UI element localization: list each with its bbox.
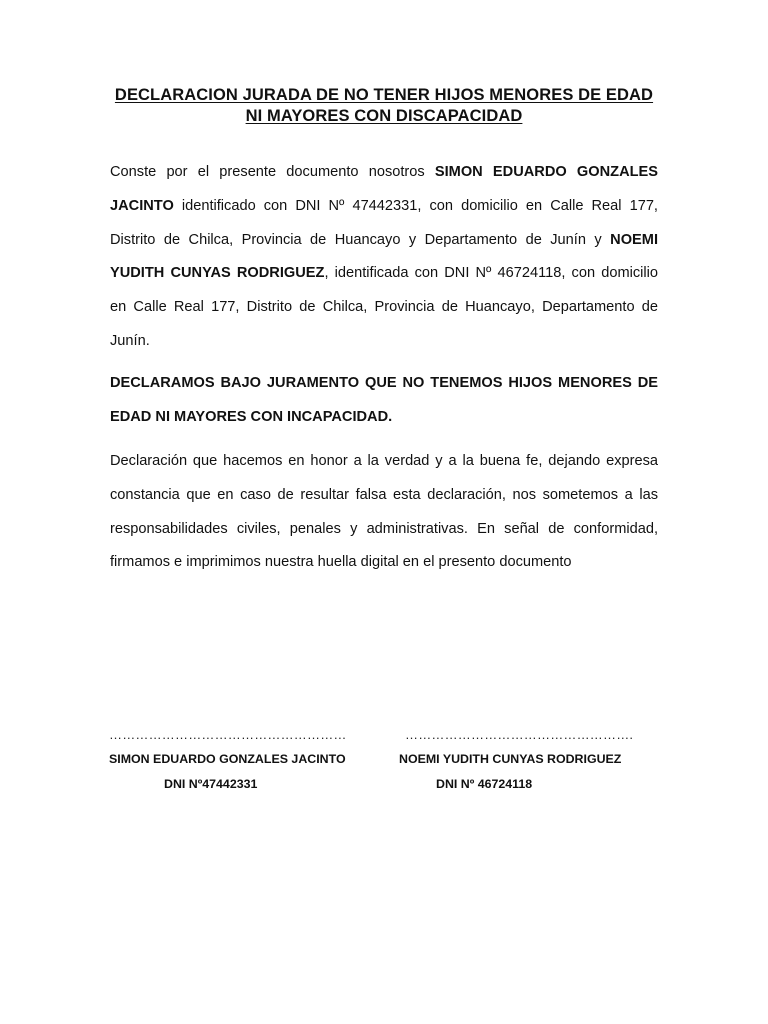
- declarants-paragraph: [110, 156, 658, 359]
- signer-name-right: NOEMI YUDITH CUNYAS RODRIGUEZ: [399, 752, 622, 766]
- declarant-name-1: SIMON EDUARDO GONZALES JACINTO: [110, 164, 658, 214]
- declaration-statement: DECLARAMOS BAJO JURAMENTO QUE NO TENEMOS HIJOS MENORES DE EDAD NI MAYORES CON INCAPACIDAD.: [110, 375, 658, 425]
- signer-dni-right: DNI Nº 46724118: [436, 777, 533, 791]
- paragraph-text: identificado con DNI Nº 47442331, con domicilio en Calle Real 177, Distrito de Chilca, Provincia de Huancayo y Departamento de Junín y: [110, 197, 658, 248]
- paragraph-text: Conste por el presente documento nosotros: [110, 164, 435, 180]
- paragraph-text: , identificada con DNI Nº 46724118, con domicilio en Calle Real 177, Distrito de Chilca, Provincia de Huancayo, Departamento de Junín.: [110, 265, 658, 349]
- document-title: DECLARACION JURADA DE NO TENER HIJOS MENORES DE EDAD NI MAYORES CON DISCAPACIDAD: [114, 86, 654, 125]
- signature-line-right: …………………………………………….: [405, 727, 634, 742]
- signer-name-left: SIMON EDUARDO GONZALES JACINTO: [109, 752, 346, 766]
- closing-paragraph: Declaración que hacemos en honor a la verdad y a la buena fe, dejando expresa constancia que en caso de resultar falsa esta declaración, nos sometemos a las responsabilidades civiles, penales y administrativas. En señal de conformidad, firmamos e imprimimos nuestra huella digital en el presento documento: [110, 453, 658, 571]
- signature-line-left: ………………………………………………: [109, 727, 347, 742]
- signer-dni-left: DNI Nº47442331: [164, 777, 258, 791]
- declarant-name-2: NOEMI YUDITH CUNYAS RODRIGUEZ: [110, 231, 658, 282]
